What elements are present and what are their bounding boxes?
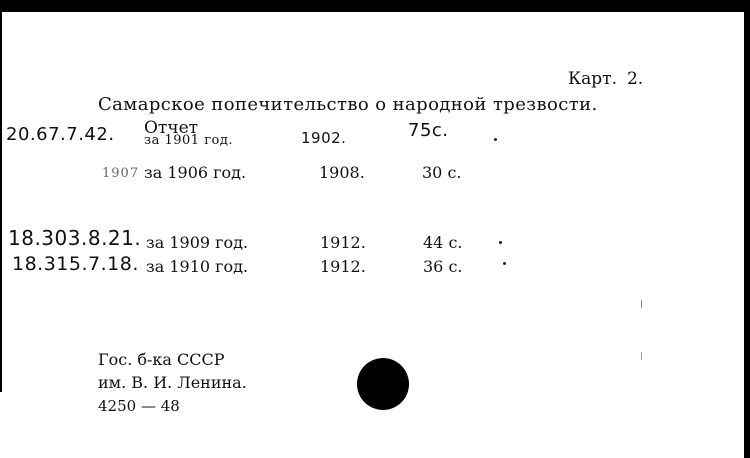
entry-code: 18.315.7.18. — [12, 253, 139, 275]
scan-speck — [641, 300, 642, 308]
entry-year: 1908. — [319, 163, 365, 182]
scan-right-border — [744, 0, 750, 458]
ink-mark — [503, 262, 506, 265]
entry-year: 1912. — [320, 233, 366, 252]
ink-mark — [494, 138, 497, 141]
stamp-line-3: 4250 — 48 — [98, 397, 180, 415]
scan-left-border — [0, 12, 2, 392]
report-label: Отчет — [144, 118, 199, 138]
entry-year: 1912. — [320, 257, 366, 276]
entry-period: за 1909 год. — [146, 233, 249, 252]
entry-code: 1907 — [102, 166, 140, 181]
entry-code: 18.303.8.21. — [8, 226, 142, 250]
entry-pages: 30 с. — [422, 163, 462, 182]
card-label: Карт. — [568, 69, 617, 89]
entry-pages: 44 с. — [423, 233, 463, 252]
stamp-line-1: Гос. б-ка СССР — [98, 350, 225, 369]
entry-period: за 1901 год. — [144, 133, 233, 148]
entry-year: 1902. — [301, 129, 347, 147]
entry-period: за 1910 год. — [146, 257, 249, 276]
card-punch-hole — [357, 358, 409, 410]
ink-mark — [499, 241, 502, 244]
entry-code: 20.67.7.42. — [6, 124, 115, 145]
entry-period: за 1906 год. — [144, 163, 247, 182]
entry-pages: 75с. — [408, 120, 449, 141]
scan-top-border — [0, 0, 750, 12]
entry-pages: 36 с. — [423, 257, 463, 276]
card-number — [568, 70, 643, 88]
card-heading: Самарское попечительство о народной трезвости. — [98, 94, 598, 115]
card-number-value: 2. — [626, 69, 644, 89]
scan-speck — [641, 352, 642, 360]
stamp-line-2: им. В. И. Ленина. — [98, 373, 247, 392]
